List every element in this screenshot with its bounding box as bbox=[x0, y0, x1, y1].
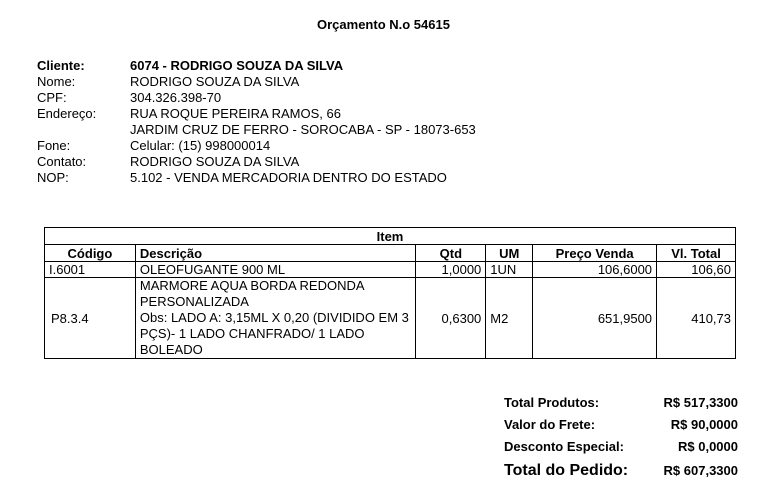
cell-description bbox=[135, 278, 415, 359]
client-info bbox=[37, 58, 476, 186]
order-total-label: Total do Pedido: bbox=[504, 462, 629, 479]
total-products-row bbox=[504, 392, 738, 414]
nop-label: NOP: bbox=[37, 170, 69, 185]
name-value: RODRIGO SOUZA DA SILVA bbox=[130, 74, 300, 89]
address-label: Endereço: bbox=[37, 106, 97, 121]
col-header-unit: UM bbox=[486, 245, 533, 262]
contact-value: RODRIGO SOUZA DA SILVA bbox=[130, 154, 300, 169]
phone-label: Fone: bbox=[37, 138, 71, 153]
address-line2-row bbox=[37, 122, 476, 138]
table-header-row bbox=[45, 245, 736, 262]
address-line2-label bbox=[37, 122, 130, 138]
items-table bbox=[44, 227, 736, 359]
freight-value: R$ 90,0000 bbox=[670, 417, 738, 432]
col-header-code: Código bbox=[45, 245, 136, 262]
description-text: MARMORE AQUA BORDA REDONDA PERSONALIZADA bbox=[139, 278, 364, 309]
cell-description: OLEOFUGANTE 900 ML bbox=[135, 262, 415, 278]
table-row bbox=[45, 262, 736, 278]
cpf-row bbox=[37, 90, 476, 106]
address-line2-value: JARDIM CRUZ DE FERRO - SOROCABA - SP - 18073-653 bbox=[130, 122, 476, 137]
cpf-label: CPF: bbox=[37, 90, 67, 105]
cell-total: 106,60 bbox=[657, 262, 736, 278]
address-value: RUA ROQUE PEREIRA RAMOS, 66 bbox=[130, 106, 341, 121]
document-title: Orçamento N.o 54615 bbox=[317, 17, 450, 32]
phone-value: Celular: (15) 998000014 bbox=[130, 138, 271, 153]
cell-price: 106,6000 bbox=[533, 262, 657, 278]
col-header-price: Preço Venda bbox=[533, 245, 657, 262]
table-row bbox=[45, 278, 736, 359]
order-total-row bbox=[504, 458, 738, 484]
discount-row bbox=[504, 436, 738, 458]
table-group-header: Item bbox=[45, 228, 736, 245]
discount-label: Desconto Especial: bbox=[504, 439, 624, 454]
col-header-qty: Qtd bbox=[416, 245, 486, 262]
client-value: 6074 - RODRIGO SOUZA DA SILVA bbox=[130, 58, 344, 73]
col-header-total: Vl. Total bbox=[657, 245, 736, 262]
cell-unit: 1UN bbox=[486, 262, 533, 278]
cell-code: P8.3.4 bbox=[45, 278, 136, 359]
contact-row bbox=[37, 154, 476, 170]
discount-value: R$ 0,0000 bbox=[678, 439, 738, 454]
nop-value: 5.102 - VENDA MERCADORIA DENTRO DO ESTADO bbox=[130, 170, 447, 185]
cell-price: 651,9500 bbox=[533, 278, 657, 359]
cell-total: 410,73 bbox=[657, 278, 736, 359]
contact-label: Contato: bbox=[37, 154, 87, 169]
client-row bbox=[37, 58, 476, 74]
cell-code: I.6001 bbox=[45, 262, 136, 278]
name-label: Nome: bbox=[37, 74, 76, 89]
nop-row bbox=[37, 170, 476, 186]
client-label: Cliente: bbox=[37, 58, 85, 73]
cpf-value: 304.326.398-70 bbox=[130, 90, 222, 105]
freight-row bbox=[504, 414, 738, 436]
cell-qty: 1,0000 bbox=[416, 262, 486, 278]
description-obs: Obs: LADO A: 3,15ML X 0,20 (DIVIDIDO EM 3 PÇS)- 1 LADO CHANFRADO/ 1 LADO BOLEADO bbox=[139, 310, 409, 357]
cell-unit: M2 bbox=[486, 278, 533, 359]
total-products-label: Total Produtos: bbox=[504, 395, 600, 410]
col-header-description: Descrição bbox=[135, 245, 415, 262]
totals-section bbox=[504, 392, 738, 484]
freight-label: Valor do Frete: bbox=[504, 417, 596, 432]
address-row bbox=[37, 106, 476, 122]
name-row bbox=[37, 74, 476, 90]
total-products-value: R$ 517,3300 bbox=[663, 395, 738, 410]
cell-qty: 0,6300 bbox=[416, 278, 486, 359]
phone-row bbox=[37, 138, 476, 154]
table-group-header-row bbox=[45, 228, 736, 245]
order-total-value: R$ 607,3300 bbox=[663, 463, 738, 478]
